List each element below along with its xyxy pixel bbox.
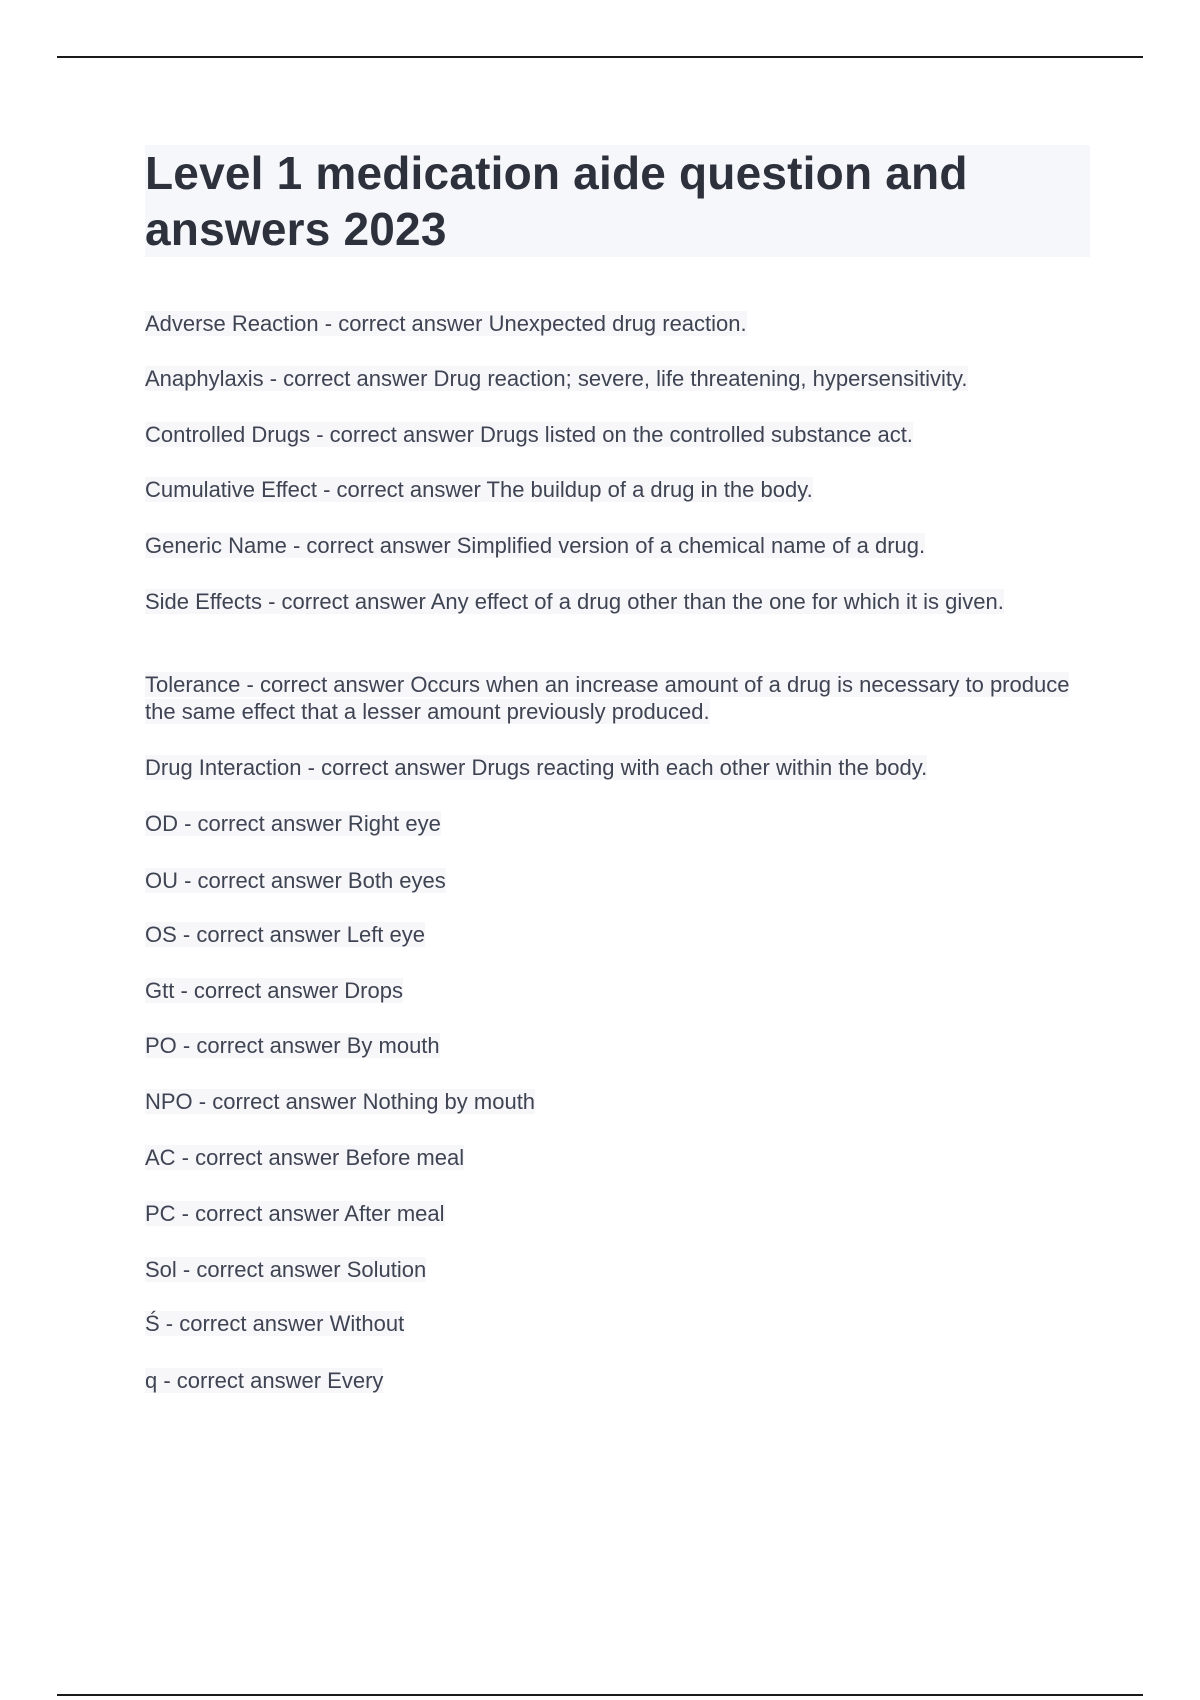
qa-entry: AC - correct answer Before meal [145, 1145, 465, 1170]
top-rule [57, 56, 1143, 58]
qa-entry: PO - correct answer By mouth [145, 1033, 440, 1058]
qa-entry: OU - correct answer Both eyes [145, 868, 446, 893]
document-title: Level 1 medication aide question and answers 2023 [145, 147, 968, 255]
bottom-rule [57, 1694, 1143, 1696]
qa-entry: PC - correct answer After meal [145, 1201, 445, 1226]
qa-entry: Ś - correct answer Without [145, 1311, 405, 1336]
qa-entry: OD - correct answer Right eye [145, 811, 441, 836]
qa-entry: Anaphylaxis - correct answer Drug reaction; severe, life threatening, hypersensitivity. [145, 366, 968, 391]
qa-entry: Tolerance - correct answer Occurs when an increase amount of a drug is necessary to produce the same effect that a lesser amount previously produced. [145, 672, 1070, 724]
qa-entry: Cumulative Effect - correct answer The buildup of a drug in the body. [145, 477, 813, 502]
qa-entry: NPO - correct answer Nothing by mouth [145, 1089, 536, 1114]
qa-entry: Side Effects - correct answer Any effect of a drug other than the one for which it is given. [145, 589, 1004, 614]
qa-entry: OS - correct answer Left eye [145, 922, 425, 947]
qa-entry: Adverse Reaction - correct answer Unexpected drug reaction. [145, 311, 747, 336]
qa-entry: Sol - correct answer Solution [145, 1257, 427, 1282]
qa-entry: Controlled Drugs - correct answer Drugs listed on the controlled substance act. [145, 422, 913, 447]
document-body [145, 145, 1090, 1393]
qa-entry: q - correct answer Every [145, 1368, 384, 1393]
title-block [145, 145, 1090, 257]
qa-entry: Generic Name - correct answer Simplified version of a chemical name of a drug. [145, 533, 926, 558]
qa-entry: Gtt - correct answer Drops [145, 978, 403, 1003]
qa-entry: Drug Interaction - correct answer Drugs reacting with each other within the body. [145, 755, 928, 780]
